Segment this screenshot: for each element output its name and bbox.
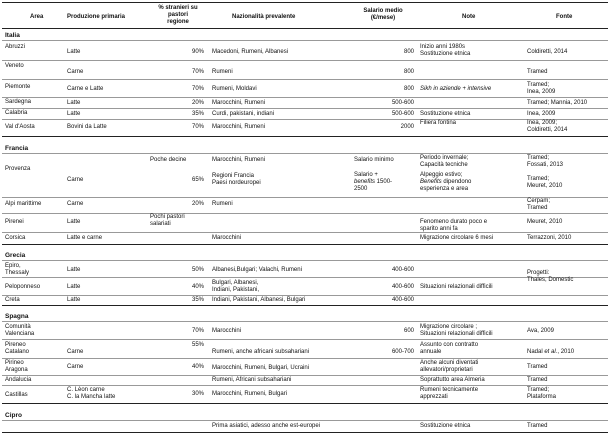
- cell-nazionalita: Prima asiatici, adesso anche est-europei: [212, 423, 321, 429]
- section-title-grecia: Grecia: [5, 252, 26, 259]
- cell-note: Situazioni relazionali difficili: [420, 284, 493, 290]
- cell-percent: 20%: [191, 201, 204, 207]
- cell-percent: 70%: [191, 69, 204, 75]
- row-rule: [2, 213, 608, 214]
- cell-nazionalita: Indiani, Pakistani, Albanesi, Bulgari: [212, 297, 306, 303]
- cell-salario: 400-600: [391, 297, 414, 303]
- cell-nazionalita: Marocchini, Rumeni: [212, 124, 266, 130]
- cell-fonte: Terrazzoni, 2010: [527, 235, 572, 241]
- cell-note: Anche alcuni diventati: [420, 360, 479, 366]
- cell-produzione: C. Lèon carne: [67, 387, 105, 393]
- cell-quantity-line2: salariati: [150, 221, 171, 227]
- cell-produzione: Latte: [67, 49, 81, 55]
- section-title-francia: Francia: [5, 145, 29, 152]
- cell-area: Andalucia: [5, 377, 32, 383]
- fonte-year: , 2010: [557, 349, 575, 355]
- table-top-rule: [2, 2, 608, 3]
- cell-note-line2: Capacità tecniche: [420, 162, 468, 168]
- cell-salario: 400-600: [391, 267, 414, 273]
- cell-area: Creta: [5, 297, 20, 303]
- cell-note-line3: esperienza e area: [420, 186, 469, 192]
- cell-salario-line2: [354, 179, 392, 186]
- cell-percent: 65%: [191, 177, 204, 183]
- cell-nazionalita-line2: Paesi nordeuropei: [212, 180, 261, 186]
- row-rule: [2, 385, 608, 386]
- cell-nazionalita: Rumeni, anche africani subsahariani: [212, 349, 310, 355]
- cell-area: Peloponneso: [5, 284, 41, 290]
- cell-note: Alpeggio estivo;: [420, 172, 463, 178]
- cell-nazionalita-line2: Indiani, Pakistani,: [212, 287, 260, 293]
- cell-fonte: Tramed: [527, 364, 548, 370]
- cell-area: Alpi marittime: [5, 201, 42, 207]
- fonte-etal: et al.: [544, 349, 558, 355]
- cell-produzione: Carne: [67, 364, 84, 370]
- row-rule: [2, 119, 608, 120]
- cell-nazionalita: Bulgari, Albanesi,: [212, 280, 259, 286]
- cell-produzione: Latte: [67, 100, 81, 106]
- cell-note: Migrazione circolare 6 mesi: [420, 235, 494, 241]
- cell-note-line2: annuale: [420, 349, 442, 355]
- row-rule: [2, 108, 608, 109]
- section-title-cipro: Cipro: [5, 412, 22, 419]
- cell-fonte: Tramed: [527, 69, 548, 75]
- cell-fonte: Tramed: [527, 423, 548, 429]
- row-rule: [2, 79, 608, 80]
- section-title-spagna: Spagna: [5, 313, 29, 320]
- cell-area: Sardegna: [5, 99, 32, 105]
- cell-area: Piemonte: [5, 84, 31, 90]
- cell-note-line2: [420, 179, 471, 186]
- cell-area: Val d'Aosta: [5, 124, 35, 130]
- cell-area-line2: Thessaly: [5, 270, 30, 276]
- cell-fonte: Tramed;: [527, 155, 550, 161]
- row-rule: [2, 339, 608, 340]
- cell-produzione-line2: C. la Mancha latte: [67, 394, 116, 400]
- header-fonte: Fonte: [556, 14, 573, 20]
- grecia-fonte: Progetti:: [527, 270, 550, 276]
- row-rule: [2, 295, 608, 296]
- cell-percent: 70%: [191, 86, 204, 92]
- cell-percent: 90%: [191, 49, 204, 55]
- cell-nazionalita: Rumeni, Africani subsahariani: [212, 377, 292, 383]
- cell-nazionalita: Rumeni: [212, 201, 233, 207]
- cell-note: Fenomeno durato poco e: [420, 219, 488, 225]
- cell-salario: 800: [403, 69, 414, 75]
- row-rule: [2, 358, 608, 359]
- row-rule: [2, 232, 608, 233]
- cell-fonte: [527, 349, 574, 356]
- section-end-rule: [2, 403, 608, 404]
- cell-note: Filiera fontina: [420, 120, 457, 126]
- cell-produzione: Latte: [67, 111, 81, 117]
- cell-note-line2: Situazioni relazionali difficili: [420, 331, 493, 337]
- cell-produzione: Carne: [67, 201, 84, 207]
- cell-note: Inizio anni 1980s: [420, 44, 466, 50]
- header-note: Note: [462, 14, 476, 20]
- cell-note: Assunto con contratto: [420, 342, 479, 348]
- cell-area-line2: Aragona: [5, 367, 28, 373]
- cell-note: Sostituzione etnica: [420, 111, 471, 117]
- benefits-em: Benefits: [420, 179, 442, 185]
- cell-area: Corsica: [5, 235, 26, 241]
- note-text: Sikh in aziende + intensive: [420, 86, 492, 92]
- cell-produzione: Latte: [67, 219, 81, 225]
- cell-nazionalita: Marocchini: [212, 328, 242, 334]
- cell-produzione: Carne: [67, 349, 84, 355]
- row-rule: [2, 197, 608, 198]
- cell-area: Pirenei: [5, 219, 24, 225]
- cell-percent: 55%: [191, 342, 204, 348]
- cell-fonte: Tramed;: [527, 176, 550, 182]
- header-stranieri-line2: pastori: [167, 12, 188, 18]
- cell-fonte: Tramed;: [527, 387, 550, 393]
- row-rule: [2, 277, 608, 278]
- cell-nazionalita: Curdi, pakistani, indiani: [212, 111, 275, 117]
- cell-fonte: Tramed; Mannia, 2010: [527, 100, 588, 106]
- section-rule: [2, 260, 608, 261]
- cell-area: Pirineo: [5, 360, 24, 366]
- cell-percent: 30%: [191, 391, 204, 397]
- cell-area: Abruzzi: [5, 44, 26, 50]
- header-stranieri-line3: regione: [167, 19, 189, 25]
- section-rule: [2, 420, 608, 421]
- cell-quantity: Poche decine: [150, 157, 187, 163]
- cell-salario: 600-700: [391, 349, 414, 355]
- cell-fonte: Inea, 2009;: [527, 120, 558, 126]
- cell-nazionalita: Macedoni, Rumeni, Albanesi: [212, 49, 289, 55]
- cell-area: Provenza: [5, 166, 31, 172]
- header-area: Area: [30, 14, 44, 20]
- cell-area: Pireneo: [5, 342, 26, 348]
- cell-produzione: Bovini da Latte: [67, 124, 107, 130]
- cell-salario-line3: 2500: [354, 186, 368, 192]
- cell-fonte: Inea, 2009: [527, 111, 556, 117]
- cell-fonte: Tramed;: [527, 82, 550, 88]
- cell-note-line2: Sostituzione etnica: [420, 51, 471, 57]
- cell-percent: 35%: [191, 297, 204, 303]
- section-end-rule: [2, 136, 608, 137]
- cell-produzione: Latte: [67, 284, 81, 290]
- cell-produzione: Carne: [67, 177, 84, 183]
- cell-nazionalita: Marocchini, Rumeni, Bulgari: [212, 391, 288, 397]
- section-end-rule: [2, 244, 608, 245]
- cell-area: Comunità: [5, 324, 31, 330]
- cell-fonte: Ava, 2009: [527, 328, 554, 334]
- row-rule: [2, 60, 608, 61]
- header-produzione: Produzione primaria: [67, 14, 126, 20]
- section-rule: [2, 153, 608, 154]
- section-end-rule: [2, 305, 608, 306]
- cell-fonte-line2: Fossati, 2013: [527, 162, 564, 168]
- cell-salario: 600: [403, 328, 414, 334]
- cell-area: Epiro,: [5, 263, 21, 269]
- cell-note-line2: allevatori/proprietari: [420, 367, 473, 373]
- cell-nazionalita: Marocchini: [212, 235, 242, 241]
- cell-percent: 70%: [191, 328, 204, 334]
- header-bottom-rule: [2, 28, 608, 29]
- cell-note: Periodo invernale;: [420, 155, 469, 161]
- cell-note-line2: apprezzati: [420, 394, 448, 400]
- cell-percent: 70%: [191, 124, 204, 130]
- cell-nazionalita: Marocchini, Rumeni: [212, 157, 266, 163]
- fonte-author: Nadal: [527, 349, 545, 355]
- cell-note: Sostituzione etnica: [420, 423, 471, 429]
- salario-range: 1500-: [375, 179, 393, 185]
- cell-nazionalita: Albanesi,Bulgari; Valachi, Rumeni: [212, 267, 302, 273]
- cell-produzione: Carne e Latte: [67, 86, 104, 92]
- cell-quantity: Pochi pastori: [150, 214, 185, 220]
- cell-salario: 800: [403, 86, 414, 92]
- grecia-fonte-line2: Thales, Domestic: [527, 277, 574, 283]
- cell-salario: 500-600: [391, 111, 414, 117]
- cell-fonte: Meuret, 2010: [527, 219, 563, 225]
- table-bottom-rule: [2, 432, 608, 433]
- cell-fonte-line2: Coldiretti, 2014: [527, 127, 568, 133]
- cell-note: Migrazione circolare ;: [420, 324, 478, 330]
- cell-salario: Salario +: [354, 172, 378, 178]
- cell-percent: 20%: [191, 100, 204, 106]
- cell-fonte: Cerpam;: [527, 198, 551, 204]
- cell-fonte: Tramed: [527, 377, 548, 383]
- cell-area: Veneto: [5, 63, 24, 69]
- row-rule: [2, 97, 608, 98]
- benefits-em: benefits: [354, 179, 376, 185]
- cell-area-line2: Catalano: [5, 349, 30, 355]
- cell-nazionalita: Rumeni: [212, 69, 233, 75]
- cell-area: Calabria: [5, 110, 28, 116]
- cell-fonte-line2: Tramed: [527, 205, 548, 211]
- section-rule: [2, 321, 608, 322]
- cell-salario: 400-600: [391, 284, 414, 290]
- cell-nazionalita: Marocchini, Rumeni: [212, 100, 266, 106]
- cell-percent: 40%: [191, 364, 204, 370]
- cell-nazionalita: Rumeni, Moldavi: [212, 86, 257, 92]
- section-rule: [2, 40, 608, 41]
- cell-produzione: Carne: [67, 69, 84, 75]
- row-rule: [2, 375, 608, 376]
- cell-produzione: Latte: [67, 267, 81, 273]
- cell-salario: Salario minimo: [354, 157, 394, 163]
- cell-note: Rumeni tecnicamente: [420, 387, 479, 393]
- section-title-italia: Italia: [5, 32, 20, 39]
- cell-note-line2: sparito anni fa: [420, 226, 458, 232]
- note-text: dipendono: [441, 179, 472, 185]
- cell-percent: 35%: [191, 111, 204, 117]
- cell-nazionalita: Marocchini, Rumeni, Bulgari, Ucraini: [212, 365, 310, 371]
- cell-percent: 50%: [191, 267, 204, 273]
- cell-note: Soprattutto area Almeria: [420, 377, 485, 383]
- cell-area: Castillas: [5, 392, 28, 398]
- cell-salario: 800: [403, 49, 414, 55]
- cell-percent: 40%: [191, 284, 204, 290]
- header-salario-line2: (€/mese): [370, 15, 396, 21]
- header-salario-line1: Salario medio: [363, 8, 403, 14]
- cell-salario: 500-600: [391, 100, 414, 106]
- header-stranieri-line1: % stranieri su: [158, 5, 198, 11]
- cell-fonte-line2: Inea, 2009: [527, 89, 556, 95]
- cell-produzione: Latte e carne: [67, 235, 103, 241]
- cell-salario: 2000: [400, 124, 414, 130]
- cell-note: [420, 86, 491, 93]
- cell-nazionalita: Regioni Francia: [212, 173, 255, 179]
- cell-fonte: Coldiretti, 2014: [527, 49, 568, 55]
- cell-produzione: Latte: [67, 297, 81, 303]
- cell-fonte-line2: Plataforma: [527, 394, 557, 400]
- cell-area-line2: Valenciana: [5, 331, 35, 337]
- header-nazionalita: Nazionalità prevalente: [232, 14, 296, 20]
- cell-fonte-line2: Meuret, 2010: [527, 183, 563, 189]
